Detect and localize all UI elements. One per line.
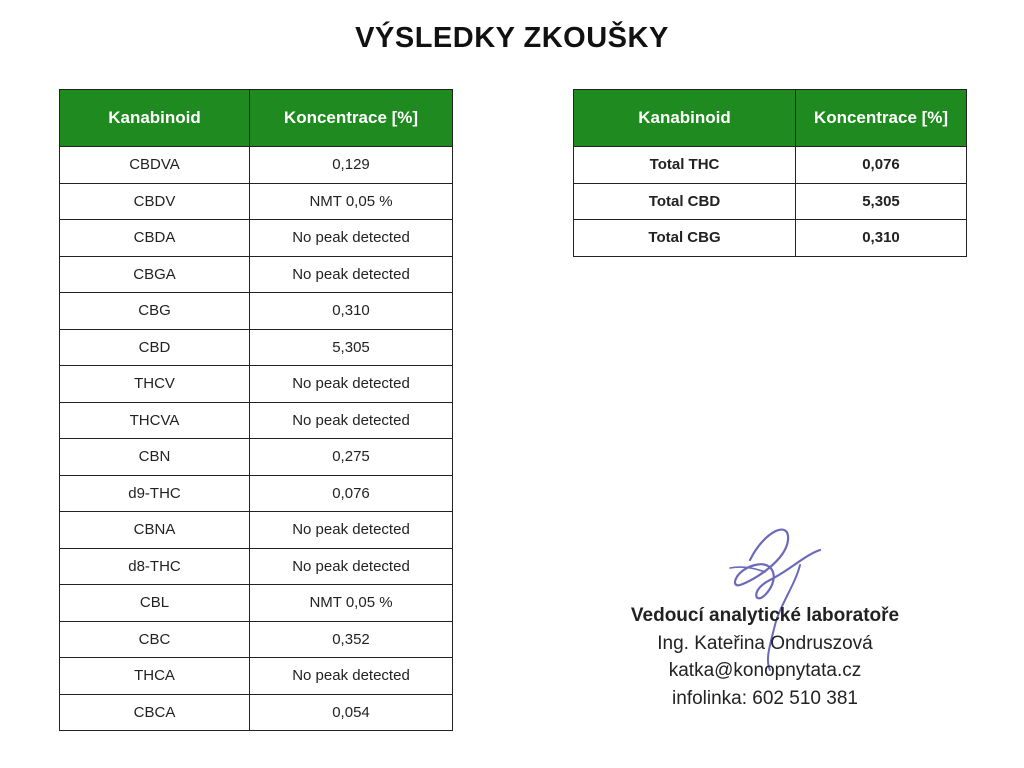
cannabinoid-cell: CBD [60, 329, 250, 366]
table-row [60, 366, 453, 403]
table-row [60, 293, 453, 330]
page-title: VÝSLEDKY ZKOUŠKY [355, 22, 669, 54]
cannabinoid-cell: CBC [60, 621, 250, 658]
cannabinoid-cell: CBNA [60, 512, 250, 549]
table-row [60, 585, 453, 622]
signature-phone: infolinka: 602 510 381 [672, 687, 858, 709]
cannabinoid-cell: THCV [60, 366, 250, 403]
table-row [60, 147, 453, 184]
cannabinoid-cell: THCA [60, 658, 250, 695]
header-cannabinoid: Kanabinoid [574, 90, 796, 147]
table-row [60, 621, 453, 658]
concentration-cell: No peak detected [250, 256, 453, 293]
concentration-cell: 0,076 [796, 147, 967, 184]
cannabinoid-cell: THCVA [60, 402, 250, 439]
concentration-cell: 5,305 [250, 329, 453, 366]
signature-name: Ing. Kateřina Ondruszová [657, 632, 873, 654]
signature-email: katka@konopnytata.cz [668, 660, 862, 681]
table-row [60, 256, 453, 293]
table-row [60, 220, 453, 257]
concentration-cell: 0,129 [250, 147, 453, 184]
header-cannabinoid: Kanabinoid [60, 90, 250, 147]
cannabinoid-cell: CBDA [60, 220, 250, 257]
cannabinoid-cell: d8-THC [60, 548, 250, 585]
concentration-cell: No peak detected [250, 658, 453, 695]
cannabinoid-cell: CBDVA [60, 147, 250, 184]
concentration-cell: No peak detected [250, 548, 453, 585]
concentration-cell: NMT 0,05 % [250, 585, 453, 622]
concentration-cell: No peak detected [250, 220, 453, 257]
table-row [574, 220, 967, 257]
concentration-cell: No peak detected [250, 366, 453, 403]
cannabinoid-table [59, 89, 453, 731]
table-row [60, 512, 453, 549]
table-header-row [574, 90, 967, 147]
table-row [60, 329, 453, 366]
cannabinoid-cell: Total THC [574, 147, 796, 184]
table-row [60, 658, 453, 695]
concentration-cell: 0,054 [250, 694, 453, 731]
concentration-cell: NMT 0,05 % [250, 183, 453, 220]
cannabinoid-cell: CBGA [60, 256, 250, 293]
concentration-cell: 0,275 [250, 439, 453, 476]
concentration-cell: 5,305 [796, 183, 967, 220]
cannabinoid-cell: CBL [60, 585, 250, 622]
concentration-cell: No peak detected [250, 512, 453, 549]
signature-role: Vedoucí analytické laboratoře [630, 605, 900, 626]
cannabinoid-cell: CBDV [60, 183, 250, 220]
concentration-cell: 0,310 [796, 220, 967, 257]
concentration-cell: 0,352 [250, 621, 453, 658]
table-row [574, 147, 967, 184]
cannabinoid-cell: d9-THC [60, 475, 250, 512]
cannabinoid-cell: Total CBG [574, 220, 796, 257]
table-row [60, 439, 453, 476]
totals-table [573, 89, 967, 257]
concentration-cell: 0,310 [250, 293, 453, 330]
table-row [60, 402, 453, 439]
table-row [574, 183, 967, 220]
table-row [60, 183, 453, 220]
table-row [60, 548, 453, 585]
table-row [60, 694, 453, 731]
table-header-row [60, 90, 453, 147]
cannabinoid-cell: Total CBD [574, 183, 796, 220]
concentration-cell: 0,076 [250, 475, 453, 512]
cannabinoid-cell: CBN [60, 439, 250, 476]
table-row [60, 475, 453, 512]
signature-block [600, 602, 930, 712]
header-concentration: Koncentrace [%] [796, 90, 967, 147]
cannabinoid-cell: CBG [60, 293, 250, 330]
header-concentration: Koncentrace [%] [250, 90, 453, 147]
concentration-cell: No peak detected [250, 402, 453, 439]
cannabinoid-cell: CBCA [60, 694, 250, 731]
